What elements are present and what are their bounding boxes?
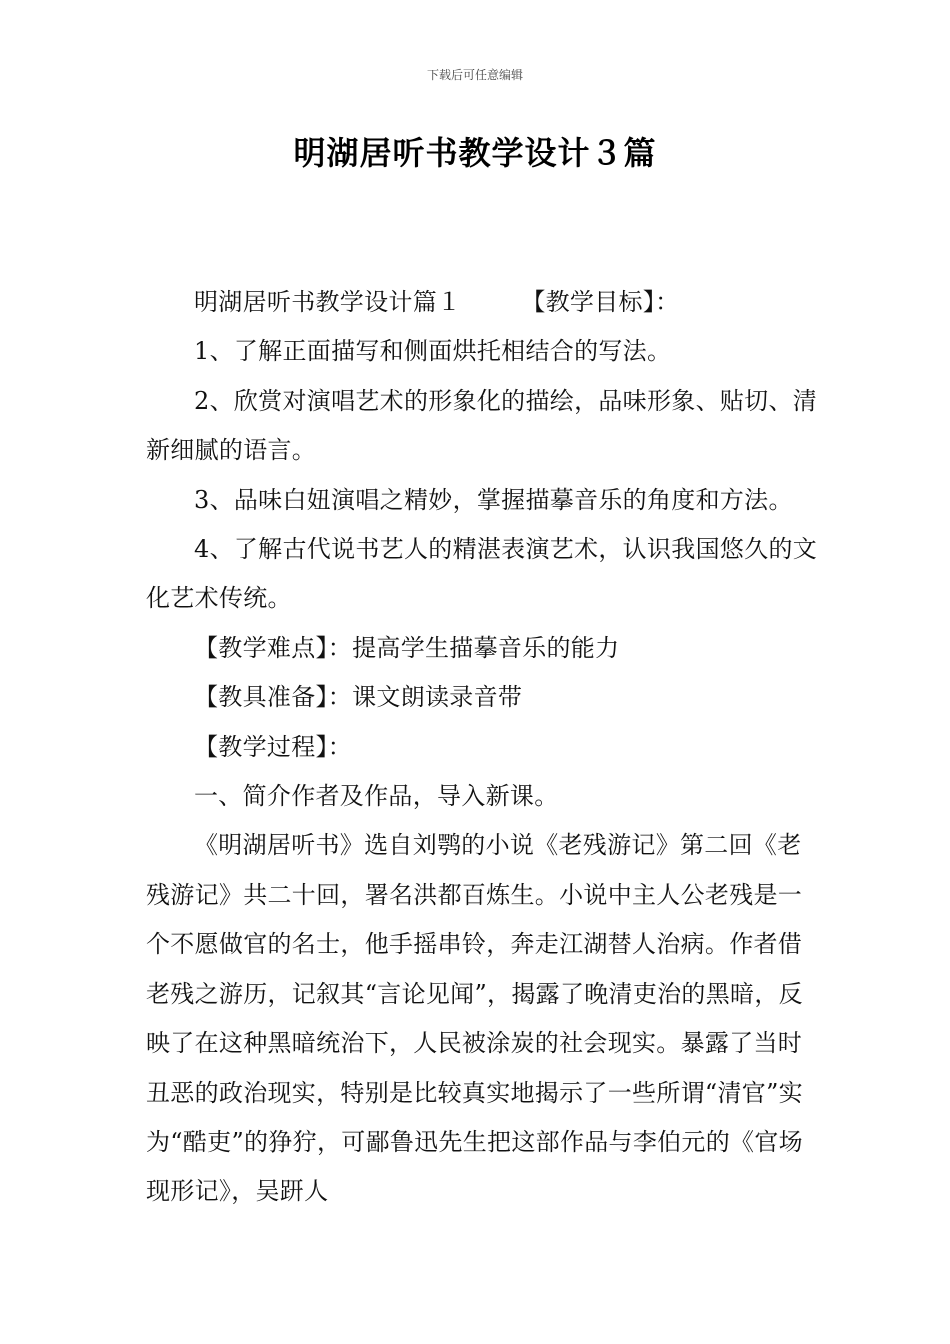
objective-item: 2、欣赏对演唱艺术的形象化的描绘，品味形象、贴切、清新细腻的语言。 — [146, 386, 818, 465]
process-heading: 【教学过程】： — [194, 732, 353, 761]
objective-item: 1、了解正面描写和侧面烘托相结合的写法。 — [194, 337, 672, 366]
header-note: 下载后可任意编辑 — [426, 68, 523, 82]
step-heading: 一、简介作者及作品，导入新课。 — [194, 782, 559, 811]
first-line — [146, 278, 818, 327]
section-heading: 明湖居听书教学设计篇１ — [194, 288, 462, 316]
objective-item: 4、了解古代说书艺人的精湛表演艺术，认识我国悠久的文化艺术传统。 — [146, 535, 818, 613]
intro-paragraph: 《明湖居听书》选自刘鹗的小说《老残游记》第二回《老残游记》共二十回，署名洪都百炼生。小说中主人公老残是一个不愿做官的名士，他手摇串铃，奔走江湖替人治病。作者借老残之游历，记叙其“言论见闻”，揭露了晚清吏治的黑暗，反映了在这种黑暗统治下，人民被涂炭的社会现实。暴露了当时丑恶的政治现实，特别是比较真实地揭示了一些所谓“清官”实为“酷吏”的狰狞，可鄙鲁迅先生把这部作品与李伯元的《官场现形记》，吴趼人 — [146, 831, 803, 1206]
difficulty-line: 【教学难点】：提高学生描摹音乐的能力 — [194, 633, 620, 662]
objectives-heading: 【教学目标】： — [521, 288, 680, 316]
tools-line: 【教具准备】：课文朗读录音带 — [194, 683, 523, 712]
document-title: 明湖居听书教学设计３篇 — [293, 134, 657, 172]
document-body — [146, 278, 818, 1217]
objective-item: 3、品味白妞演唱之精妙，掌握描摹音乐的角度和方法。 — [194, 485, 793, 514]
